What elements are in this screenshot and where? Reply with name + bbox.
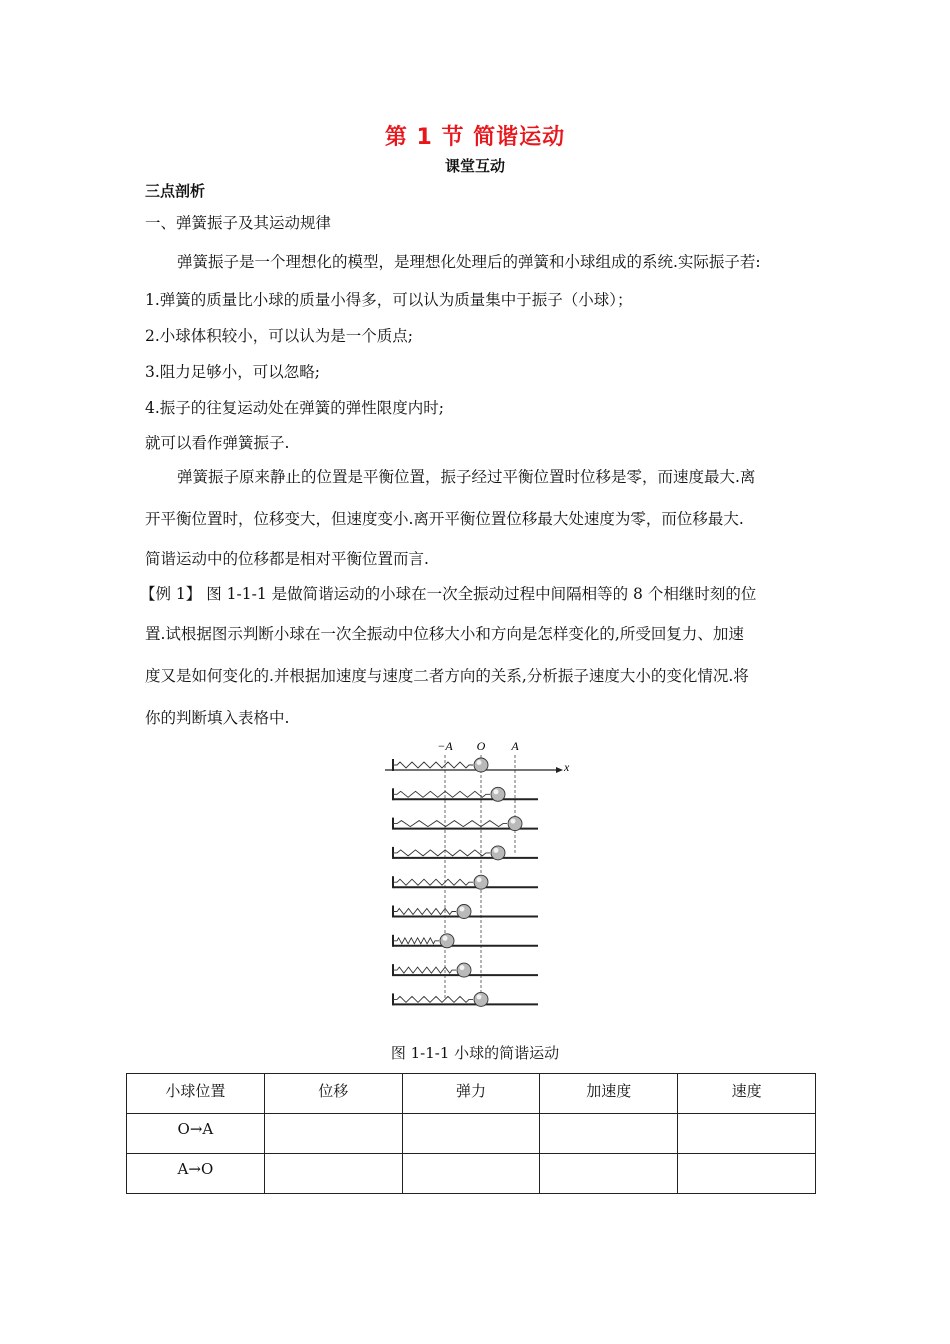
table-cell [402, 1114, 540, 1154]
table-cell: A→O [127, 1154, 265, 1194]
table-cell [678, 1114, 816, 1154]
ball [474, 758, 488, 772]
ball [440, 934, 454, 948]
spring [393, 762, 473, 768]
x-axis-arrow [556, 767, 563, 773]
list-item: 1.弹簧的质量比小球的质量小得多，可以认为质量集中于振子（小球）； [145, 291, 633, 309]
ball [457, 963, 471, 977]
label-o: O [476, 739, 486, 753]
example-line: 置.试根据图示判断小球在一次全振动中位移大小和方向是怎样变化的,所受回复力、加速 [145, 625, 744, 643]
spring [393, 996, 473, 1002]
table-header-row [127, 1074, 816, 1114]
table-header-cell: 弹力 [402, 1074, 540, 1114]
label-a: A [511, 739, 519, 753]
ball-highlight [460, 907, 465, 912]
table-cell: O→A [127, 1114, 265, 1154]
ball [457, 905, 471, 919]
oscillator-row [393, 875, 538, 889]
ball-highlight [477, 760, 482, 765]
list-item: 3.阻力足够小，可以忽略; [145, 363, 321, 381]
table-header-cell: 位移 [264, 1074, 402, 1114]
oscillator-row [393, 846, 538, 860]
judgment-table [126, 1073, 816, 1194]
spring [393, 821, 507, 827]
table-cell [264, 1154, 402, 1194]
table-row [127, 1114, 816, 1154]
oscillator-row [393, 787, 538, 801]
ball [474, 875, 488, 889]
table-cell [678, 1154, 816, 1194]
spring [393, 791, 490, 797]
list-item: 2.小球体积较小，可以认为是一个质点; [145, 327, 414, 345]
oscillator-row [393, 992, 538, 1006]
table-header-cell: 速度 [678, 1074, 816, 1114]
ball-highlight [443, 936, 448, 941]
paragraph-2-line: 弹簧振子原来静止的位置是平衡位置，振子经过平衡位置时位移是零，而速度最大.离 [177, 468, 756, 486]
table-cell [264, 1114, 402, 1154]
spring-oscillator-figure [380, 735, 570, 1020]
table-header-cell: 小球位置 [127, 1074, 265, 1114]
label-neg-a: −A [437, 739, 453, 753]
paragraph-2-line: 开平衡位置时，位移变大，但速度变小.离开平衡位置位移最大处速度为零，而位移最大. [145, 510, 744, 528]
ball-highlight [477, 877, 482, 882]
table-cell [402, 1154, 540, 1194]
spring [393, 909, 456, 915]
spring [393, 879, 473, 885]
label-x-axis: x [564, 760, 570, 774]
ball [508, 817, 522, 831]
oscillator-row [393, 817, 538, 831]
ball-highlight [494, 848, 499, 853]
ball-highlight [477, 994, 482, 999]
oscillator-row [385, 758, 563, 773]
oscillator-row [393, 934, 538, 948]
ball-highlight [494, 789, 499, 794]
list-item: 4.振子的往复运动处在弹簧的弹性限度内时; [145, 399, 445, 417]
table-row [127, 1154, 816, 1194]
section-label: 三点剖析 [145, 182, 206, 200]
figure-caption: 图 1-1-1 小球的简谐运动 [390, 1044, 560, 1062]
table-cell [540, 1114, 678, 1154]
paragraph-1: 弹簧振子是一个理想化的模型，是理想化处理后的弹簧和小球组成的系统.实际振子若: [177, 253, 761, 271]
table-cell [540, 1154, 678, 1194]
ball [474, 992, 488, 1006]
page-title: 第 1 节 简谐运动 [384, 125, 566, 150]
paragraph-2-line: 简谐运动中的位移都是相对平衡位置而言. [145, 550, 429, 568]
oscillator-row [393, 905, 538, 919]
ball-highlight [511, 819, 516, 824]
oscillator-row [393, 963, 538, 977]
spring [393, 850, 490, 856]
example-line: 你的判断填入表格中. [145, 709, 290, 727]
spring [393, 938, 439, 944]
ball [491, 846, 505, 860]
conclusion-text: 就可以看作弹簧振子. [145, 434, 290, 452]
ball-highlight [460, 965, 465, 970]
example-line: 度又是如何变化的.并根据加速度与速度二者方向的关系,分析振子速度大小的变化情况.将 [145, 667, 749, 685]
table-header-cell: 加速度 [540, 1074, 678, 1114]
example-line: 【例 1】 图 1-1-1 是做简谐运动的小球在一次全振动过程中间隔相等的 8 个相继时刻的位 [140, 585, 757, 603]
ball [491, 787, 505, 801]
sub-heading: 一、弹簧振子及其运动规律 [145, 214, 332, 232]
page-subtitle: 课堂互动 [444, 157, 505, 175]
spring [393, 967, 456, 973]
